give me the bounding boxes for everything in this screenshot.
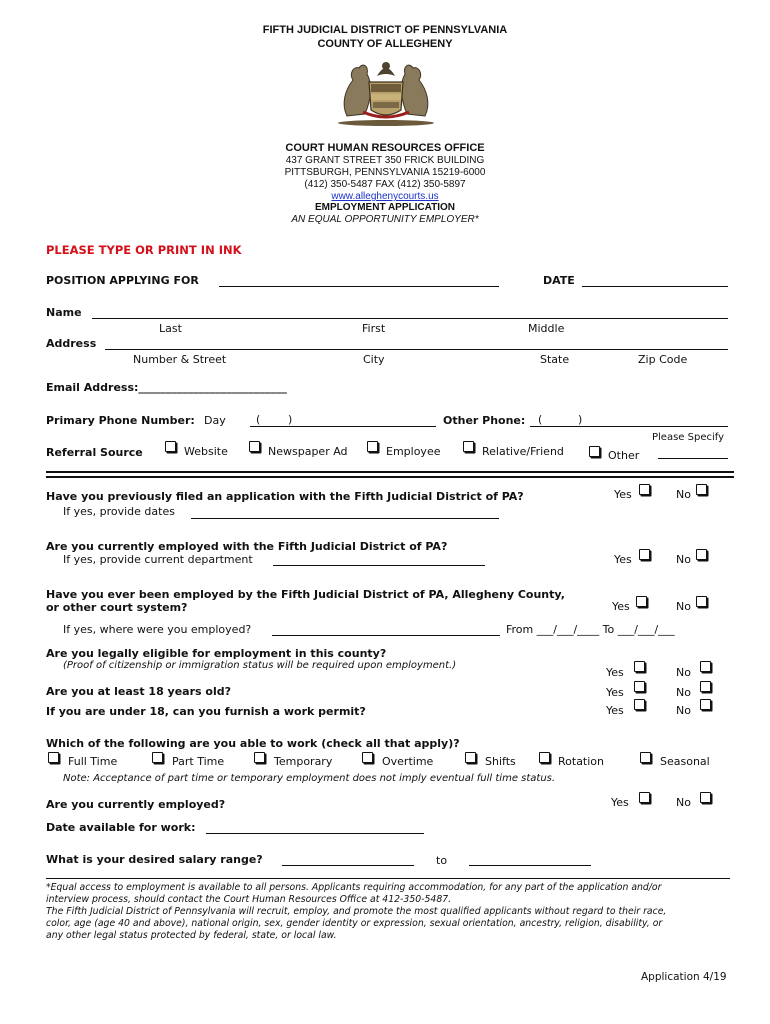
- overtime-label: Overtime: [382, 755, 434, 768]
- equal-access-line4: color, age (age 40 and above), national origin, sex, gender identity or expression, sexual orientation, ancestry, religion, disability, or: [46, 918, 663, 929]
- county-title: COUNTY OF ALLEGHENY: [317, 38, 453, 50]
- salary-max-input-line[interactable]: [469, 865, 591, 866]
- full-time-checkbox[interactable]: [48, 752, 59, 763]
- section-divider-bottom: [46, 476, 734, 478]
- q-currently-employed: Are you currently employed?: [46, 798, 226, 811]
- office-address-line2: PITTSBURGH, PENNSYLVANIA 15219-6000: [284, 167, 486, 178]
- q3-yes-checkbox[interactable]: [636, 596, 647, 607]
- name-label: Name: [46, 306, 82, 319]
- q-legally-eligible: Are you legally eligible for employment in this county?: [46, 647, 387, 660]
- seasonal-label: Seasonal: [660, 755, 710, 768]
- q5-no-checkbox[interactable]: [700, 681, 711, 692]
- address-label: Address: [46, 337, 97, 350]
- q8-yes-checkbox[interactable]: [639, 792, 650, 803]
- temporary-checkbox[interactable]: [254, 752, 265, 763]
- email-field[interactable]: Email Address:___________________________: [46, 381, 287, 394]
- last-name-caption: Last: [159, 322, 182, 335]
- q2-no-label: No: [676, 553, 691, 566]
- q5-no-label: No: [676, 686, 691, 699]
- other-phone-paren-open: (: [538, 413, 543, 426]
- other-phone-input-line[interactable]: [530, 426, 728, 427]
- employee-option-label: Employee: [386, 445, 441, 458]
- q-ever-employed-line2: or other court system?: [46, 601, 188, 614]
- street-caption: Number & Street: [133, 353, 227, 366]
- q-work-types: Which of the following are you able to work (check all that apply)?: [46, 737, 460, 750]
- position-label: POSITION APPLYING FOR: [46, 274, 199, 287]
- q2-yes-checkbox[interactable]: [639, 549, 650, 560]
- part-time-note: Note: Acceptance of part time or temporary employment does not imply eventual full time status.: [63, 773, 556, 784]
- equal-access-line5: any other legal status protected by federal, state, or local law.: [46, 930, 337, 941]
- primary-phone-input-line[interactable]: [250, 426, 436, 427]
- q4-no-checkbox[interactable]: [700, 661, 711, 672]
- rotation-checkbox[interactable]: [539, 752, 550, 763]
- other-phone-label: Other Phone:: [443, 414, 526, 427]
- footer-divider: [46, 878, 730, 879]
- relative-option-label: Relative/Friend: [482, 445, 564, 458]
- q4-yes-checkbox[interactable]: [634, 661, 645, 672]
- overtime-checkbox[interactable]: [362, 752, 373, 763]
- newspaper-ad-checkbox[interactable]: [249, 441, 260, 452]
- ink-instruction: PLEASE TYPE OR PRINT IN INK: [46, 243, 242, 257]
- q1-dates-caption: If yes, provide dates: [63, 505, 175, 518]
- date-label: DATE: [543, 274, 575, 287]
- equal-access-line2: interview process, should contact the Court Human Resources Office at 412-350-5487.: [46, 894, 452, 905]
- q6-no-checkbox[interactable]: [700, 699, 711, 710]
- q3-no-label: No: [676, 600, 691, 613]
- other-option-label: Other: [608, 449, 640, 462]
- q-at-least-18: Are you at least 18 years old?: [46, 685, 231, 698]
- middle-name-caption: Middle: [528, 322, 565, 335]
- address-input-line[interactable]: [105, 349, 728, 350]
- form-version: Application 4/19: [641, 971, 727, 983]
- office-phone: (412) 350-5487 FAX (412) 350-5897: [304, 179, 466, 190]
- q3-no-checkbox[interactable]: [696, 596, 707, 607]
- q3-from-to-dates[interactable]: From ___/___/____ To ___/___/___: [506, 623, 675, 636]
- q1-dates-input-line[interactable]: [191, 518, 499, 519]
- zip-caption: Zip Code: [638, 353, 688, 366]
- q3-where-input-line[interactable]: [272, 635, 500, 636]
- shifts-label: Shifts: [485, 755, 516, 768]
- equal-access-line3: The Fifth Judicial District of Pennsylvania will recruit, employ, and promote the most qualified applicants without regard to their race,: [46, 906, 667, 917]
- newspaper-option-label: Newspaper Ad: [268, 445, 348, 458]
- q2-department-caption: If yes, provide current department: [63, 553, 253, 566]
- employee-checkbox[interactable]: [367, 441, 378, 452]
- form-title: EMPLOYMENT APPLICATION: [315, 202, 455, 213]
- part-time-checkbox[interactable]: [152, 752, 163, 763]
- website-link[interactable]: www.alleghenycourts.us: [331, 191, 439, 202]
- equal-opportunity-statement: AN EQUAL OPPORTUNITY EMPLOYER*: [291, 214, 479, 225]
- q1-yes-label: Yes: [614, 488, 632, 501]
- position-input-line[interactable]: [219, 286, 499, 287]
- q1-yes-checkbox[interactable]: [639, 484, 650, 495]
- q6-no-label: No: [676, 704, 691, 717]
- website-option-label: Website: [184, 445, 228, 458]
- q3-yes-label: Yes: [612, 600, 630, 613]
- salary-to-label: to: [436, 854, 448, 867]
- state-caption: State: [540, 353, 570, 366]
- salary-min-input-line[interactable]: [282, 865, 414, 866]
- q1-no-checkbox[interactable]: [696, 484, 707, 495]
- full-time-label: Full Time: [68, 755, 118, 768]
- q5-yes-checkbox[interactable]: [634, 681, 645, 692]
- relative-friend-checkbox[interactable]: [463, 441, 474, 452]
- q8-no-checkbox[interactable]: [700, 792, 711, 803]
- other-specify-input-line[interactable]: [658, 458, 728, 459]
- other-checkbox[interactable]: [589, 446, 600, 457]
- date-available-input-line[interactable]: [206, 833, 424, 834]
- q4-proof-note: (Proof of citizenship or immigration status will be required upon employment.): [63, 660, 457, 671]
- q2-yes-label: Yes: [614, 553, 632, 566]
- office-address-line1: 437 GRANT STREET 350 FRICK BUILDING: [285, 155, 485, 166]
- date-input-line[interactable]: [582, 286, 728, 287]
- q3-where-caption: If yes, where were you employed?: [63, 623, 252, 636]
- q-work-permit: If you are under 18, can you furnish a work permit?: [46, 705, 366, 718]
- primary-phone-label: Primary Phone Number:: [46, 414, 195, 427]
- day-caption: Day: [204, 414, 226, 427]
- q1-no-label: No: [676, 488, 691, 501]
- city-caption: City: [363, 353, 385, 366]
- q2-department-input-line[interactable]: [273, 565, 485, 566]
- q4-no-label: No: [676, 666, 691, 679]
- rotation-label: Rotation: [558, 755, 605, 768]
- referral-source-label: Referral Source: [46, 446, 143, 459]
- q5-yes-label: Yes: [606, 686, 624, 699]
- temporary-label: Temporary: [274, 755, 333, 768]
- q-currently-employed-fjd: Are you currently employed with the Fifth Judicial District of PA?: [46, 540, 448, 553]
- pennsylvania-seal-logo: [327, 54, 445, 126]
- district-title: FIFTH JUDICIAL DISTRICT OF PENNSYLVANIA: [262, 24, 508, 36]
- q8-yes-label: Yes: [611, 796, 629, 809]
- part-time-label: Part Time: [172, 755, 225, 768]
- first-name-caption: First: [362, 322, 386, 335]
- q4-yes-label: Yes: [606, 666, 624, 679]
- q-ever-employed-line1: Have you ever been employed by the Fifth Judicial District of PA, Allegheny County,: [46, 588, 565, 601]
- primary-phone-paren-close: ): [288, 413, 293, 426]
- section-divider-top: [46, 471, 734, 473]
- office-title: COURT HUMAN RESOURCES OFFICE: [285, 142, 485, 154]
- equal-access-line1: *Equal access to employment is available to all persons. Applicants requiring accommodation, for any part of the application and/or: [46, 882, 662, 893]
- please-specify-caption: Please Specify: [652, 432, 725, 443]
- name-input-line[interactable]: [92, 318, 728, 319]
- seasonal-checkbox[interactable]: [640, 752, 651, 763]
- other-phone-paren-close: ): [578, 413, 583, 426]
- q6-yes-label: Yes: [606, 704, 624, 717]
- q2-no-checkbox[interactable]: [696, 549, 707, 560]
- shifts-checkbox[interactable]: [465, 752, 476, 763]
- salary-range-label: What is your desired salary range?: [46, 853, 263, 866]
- q6-yes-checkbox[interactable]: [634, 699, 645, 710]
- date-available-label: Date available for work:: [46, 821, 196, 834]
- website-checkbox[interactable]: [165, 441, 176, 452]
- q8-no-label: No: [676, 796, 691, 809]
- primary-phone-paren-open: (: [256, 413, 261, 426]
- q-previous-application: Have you previously filed an application with the Fifth Judicial District of PA?: [46, 490, 524, 503]
